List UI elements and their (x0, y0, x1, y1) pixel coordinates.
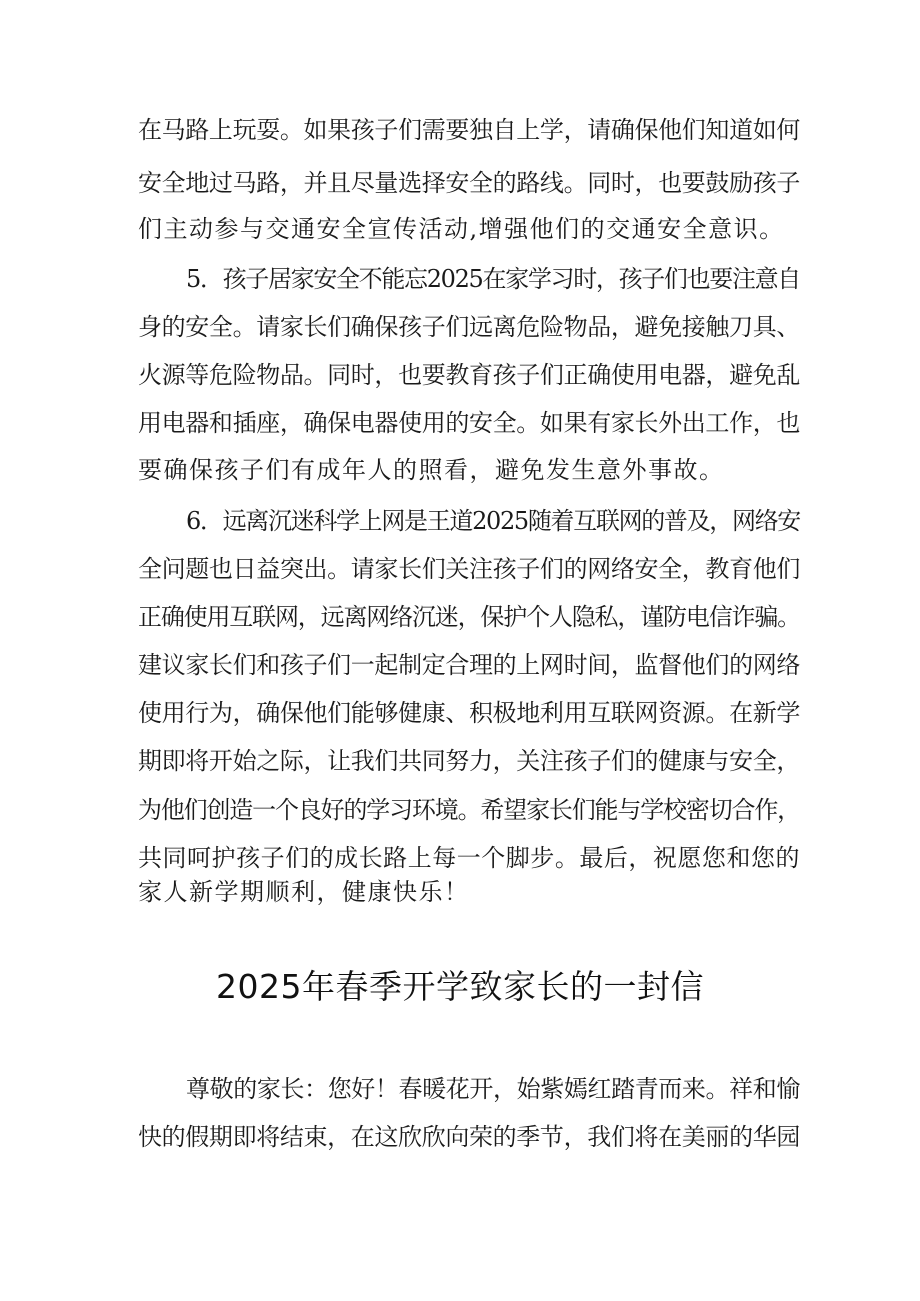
paragraph-line: 身的安全。请家长们确保孩子们远离危险物品，避免接触刀具、 (138, 313, 800, 341)
paragraph-line: 快的假期即将结束，在这欣欣向荣的季节，我们将在美丽的华园 (138, 1123, 800, 1151)
paragraph-line: 为他们创造一个良好的学习环境。希望家长们能与学校密切合作， (138, 796, 800, 824)
paragraph-line: 正确使用互联网，远离网络沉迷，保护个人隐私，谨防电信诈骗。 (138, 603, 800, 631)
paragraph-line: 在马路上玩耍。如果孩子们需要独自上学，请确保他们知道如何 (138, 116, 800, 144)
paragraph-line: 要确保孩子们有成年人的照看，避免发生意外事故。 (138, 456, 725, 484)
section-5-heading-line: 5．孩子居家安全不能忘2025在家学习时，孩子们也要注意自 (186, 265, 800, 293)
paragraph-line: 家人新学期顺利，健康快乐！ (138, 878, 470, 906)
paragraph-line: 火源等危险物品。同时，也要教育孩子们正确使用电器，避免乱 (138, 361, 800, 389)
paragraph-line: 共同呵护孩子们的成长路上每一个脚步。最后，祝愿您和您的 (138, 844, 800, 872)
paragraph-line: 用电器和插座，确保电器使用的安全。如果有家长外出工作，也 (138, 409, 800, 437)
paragraph-line: 全问题也日益突出。请家长们关注孩子们的网络安全，教育他们 (138, 555, 800, 583)
paragraph-line: 们主动参与交通安全宣传活动,增强他们的交通安全意识。 (138, 215, 785, 243)
paragraph-line: 安全地过马路，并且尽量选择安全的路线。同时，也要鼓励孩子 (138, 169, 800, 197)
letter-greeting-line: 尊敬的家长：您好！春暖花开，始紫嫣红踏青而来。祥和愉 (186, 1075, 800, 1103)
paragraph-line: 期即将开始之际，让我们共同努力，关注孩子们的健康与安全， (138, 747, 800, 775)
paragraph-line: 使用行为，确保他们能够健康、积极地利用互联网资源。在新学 (138, 699, 800, 727)
paragraph-line: 建议家长们和孩子们一起制定合理的上网时间，监督他们的网络 (138, 651, 800, 679)
section-6-heading-line: 6．远离沉迷科学上网是王道2025随着互联网的普及，网络安 (186, 507, 800, 535)
letter-title: 2025年春季开学致家长的一封信 (216, 967, 704, 1006)
